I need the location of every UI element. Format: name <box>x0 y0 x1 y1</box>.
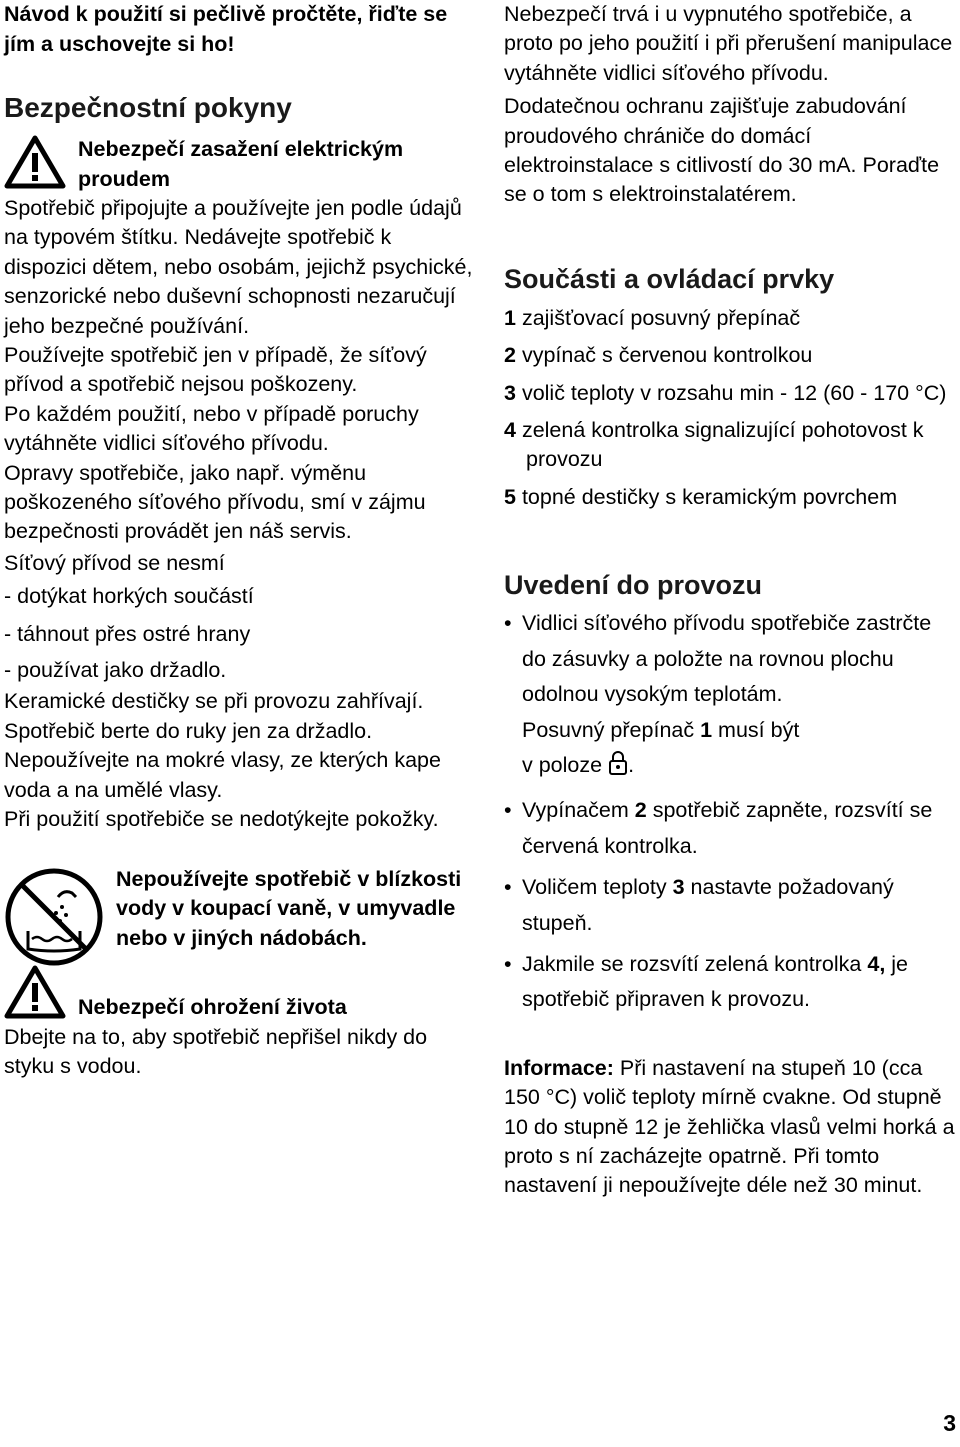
dash-item: - táhnout přes ostré hrany <box>4 621 251 646</box>
list-item: 3 volič teploty v rozsahu min - 12 (60 - 170 °C) <box>504 380 947 405</box>
body-paragraph: Nebezpečí trvá i u vypnutého spotřebiče, a proto po jeho použití i při přerušení manipulace vytáhněte vidlici síťového přívodu. <box>504 2 953 85</box>
list-item: 5 topné destičky s keramickým povrchem <box>504 484 898 509</box>
safety-paragraph: Síťový přívod se nesmí <box>4 550 225 575</box>
list-item: • Vypínačem 2 spotřebič zapněte, rozsvítí se červená kontrolka. <box>504 793 960 864</box>
safety-paragraph: Keramické destičky se při provozu zahřívají. Spotřebič berte do ruky jen za držadlo. <box>4 689 424 743</box>
parts-list <box>504 304 960 512</box>
lock-icon <box>608 750 628 787</box>
water-warning <box>4 865 474 954</box>
operation-heading: Uvedení do provozu <box>504 570 763 601</box>
info-text: Při nastavení na stupeň 10 (cca 150 °C) volič teploty mírně cvakne. Od stupně 10 do stupně 12 je žehlička vlasů velmi horká a proto s ní zacházejte opatrně. Při tomto nastavení ji nepoužívejte déle než 30 minut. <box>504 1055 955 1198</box>
safety-heading: Bezpečnostní pokyny <box>4 92 292 124</box>
list-item: • Vidlici síťového přívodu spotřebiče zastrčte do zásuvky a položte na rovnou plochu odolnou vysokým teplotám. Posuvný přepínač 1 musí být v poloze . <box>504 606 960 787</box>
list-item: 2 vypínač s červenou kontrolkou <box>504 343 813 368</box>
warning-title: Nebezpečí ohrožení života <box>78 995 347 1020</box>
no-water-icon <box>4 867 104 972</box>
parts-heading: Součásti a ovládací prvky <box>504 263 835 294</box>
list-item: • Voličem teploty 3 nastavte požadovaný stupeň. <box>504 870 960 941</box>
right-column <box>504 0 960 1201</box>
info-label: Informace: <box>504 1055 614 1080</box>
life-danger-warning <box>4 993 474 1022</box>
warning-triangle-icon <box>4 965 66 1024</box>
safety-paragraph: Po každém použití, nebo v případě poruchy vytáhněte vidlici síťového přívodu. <box>4 401 419 456</box>
list-item: • Jakmile se rozsvítí zelená kontrolka 4, je spotřebič připraven k provozu. <box>504 947 960 1018</box>
safety-paragraph: Dbejte na to, aby spotřebič nepřišel nikdy do styku s vodou. <box>4 1024 428 1079</box>
body-paragraph: Dodatečnou ochranu zajišťuje zabudování proudového chrániče do domácí elektroinstalace s citlivostí do 30 mA. Poraďte se o tom s elektroinstalatérem. <box>504 94 940 207</box>
page-number: 3 <box>943 1410 956 1436</box>
dash-item: - používat jako držadlo. <box>4 658 227 683</box>
info-paragraph <box>504 1054 960 1201</box>
safety-paragraph: Opravy spotřebiče, jako např. výměnu poškozeného síťového přívodu, smí v zájmu bezpečnosti provádět jen náš servis. <box>4 460 426 544</box>
safety-paragraph: Při použití spotřebiče se nedotýkejte pokožky. <box>4 807 439 832</box>
operation-list <box>504 606 960 1017</box>
warning-triangle-icon <box>4 135 66 194</box>
dash-item: - dotýkat horkých součástí <box>4 584 254 609</box>
list-item: 1 zajišťovací posuvný přepínač <box>504 305 801 330</box>
water-warning-text: Nepoužívejte spotřebič v blízkosti vody v koupací vaně, v umyvadle nebo v jiných nádobách. <box>116 866 462 950</box>
electric-shock-warning <box>4 135 474 194</box>
list-item: 4 zelená kontrolka signalizující pohotovost k provozu <box>504 418 924 472</box>
safety-paragraph: Nepoužívejte na mokré vlasy, ze kterých kape voda a na umělé vlasy. <box>4 748 441 802</box>
safety-paragraph: Spotřebič připojujte a používejte jen podle údajů na typovém štítku. Nedávejte spotřebič k dispozici dětem, nebo osobám, jejichž psychické, senzorické nebo duševní schopnosti nezaručují jeho bezpečné používání. <box>4 196 473 338</box>
left-column <box>4 0 474 1082</box>
warning-title: Nebezpečí zasažení elektrickým proudem <box>78 137 404 191</box>
safety-paragraph: Používejte spotřebič jen v případě, že síťový přívod a spotřebič nejsou poškozeny. <box>4 343 427 397</box>
intro-text: Návod k použití si pečlivě pročtěte, řiďte se jím a uschovejte si ho! <box>4 2 448 56</box>
